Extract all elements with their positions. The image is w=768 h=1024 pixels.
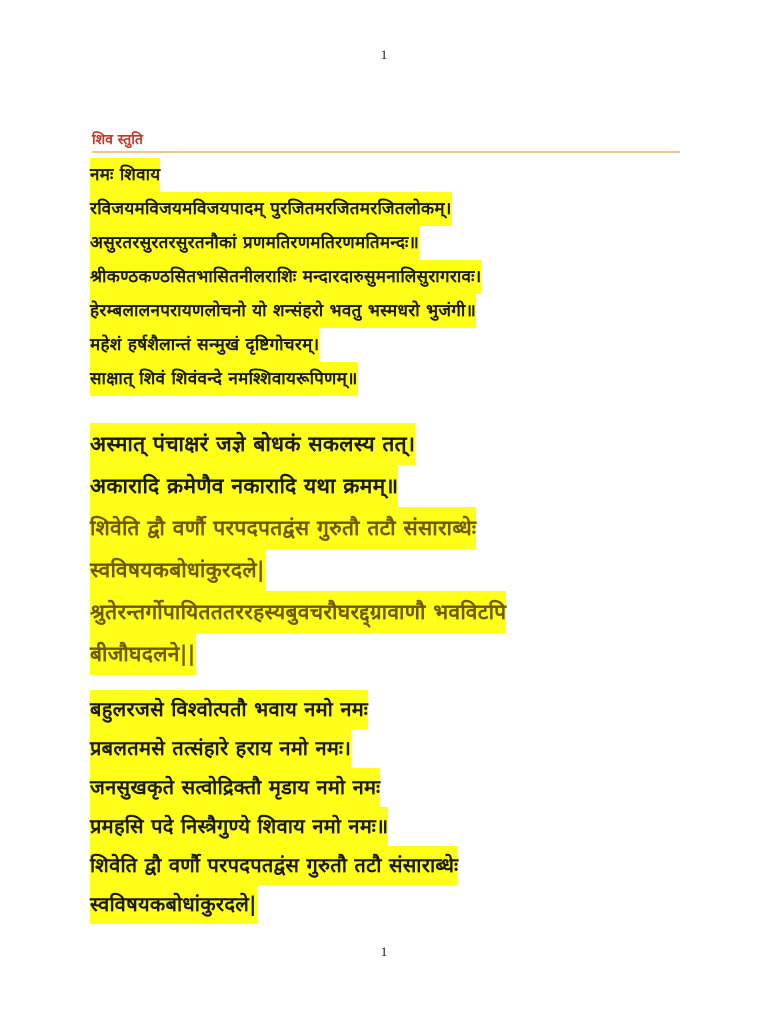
- verse-line: शिवेति द्वौ वर्णौ परपदपतद्वंस गुरुतौ तटौ संसाराब्धेः: [90, 507, 476, 549]
- verse-line: प्रबलतमसे तत्संहारे हराय नमो नमः।: [90, 729, 351, 768]
- verse-line: स्वविषयकबोधांकुरदले|: [90, 549, 265, 591]
- verse-block-2: [90, 423, 506, 675]
- verse-line: अकारादि क्रमेणैव नकारादि यथा क्रमम्॥: [90, 465, 398, 507]
- verse-line: नमः शिवाय: [90, 158, 160, 192]
- page-number-bottom: 1: [380, 944, 388, 959]
- verse-block-1: [90, 158, 481, 396]
- verse-line: बहुलरजसे विश्वोत्पतौ भवाय नमो नमः: [90, 690, 368, 729]
- verse-line: हेरम्बलालनपरायणलोचनो यो शन्संहरो भवतु भस्मधरो भुजंगी॥: [90, 294, 476, 328]
- verse-line: साक्षात् शिवं शिवंवन्दे नमश्शिवायरूपिणम्॥: [90, 362, 358, 396]
- verse-line: श्रुतेरन्तर्गोपायितततररहस्यबुवचरौघरद्द्ग्रावाणौ भवविटपि: [90, 591, 506, 633]
- verse-line: श्रीकण्ठकण्ठसितभासितनीलराशिः मन्दारदारुसुमनालिसुरागरावः।: [90, 260, 481, 294]
- heading-divider: [92, 151, 680, 153]
- verse-line: अस्मात् पंचाक्षरं जज्ञे बोधकं सकलस्य तत्।: [90, 423, 415, 465]
- section-heading: शिव स्तुति: [92, 132, 143, 148]
- verse-line: स्वविषयकबोधांकुरदले|: [90, 885, 257, 924]
- verse-line: बीजौघदलने||: [90, 633, 196, 675]
- verse-line: असुरतरसुरतरसुरतनौकां प्रणमतिरणमतिरणमतिमन्दः॥: [90, 226, 419, 260]
- verse-line: महेशं हर्षशैलान्तं सन्मुखं दृष्टिगोचरम्।: [90, 328, 319, 362]
- verse-line: प्रमहसि पदे निस्त्रैगुण्ये शिवाय नमो नमः॥: [90, 807, 388, 846]
- verse-line: जनसुखकृते सत्वोद्रिक्तौ मृडाय नमो नमः: [90, 768, 380, 807]
- page-number-top: 1: [380, 47, 388, 62]
- verse-block-3: [90, 690, 458, 924]
- verse-line: शिवेति द्वौ वर्णौ परपदपतद्वंस गुरुतौ तटौ संसाराब्धेः: [90, 846, 458, 885]
- verse-line: रविजयमविजयमविजयपादम् पुरजितमरजितमरजितलोकम्।: [90, 192, 452, 226]
